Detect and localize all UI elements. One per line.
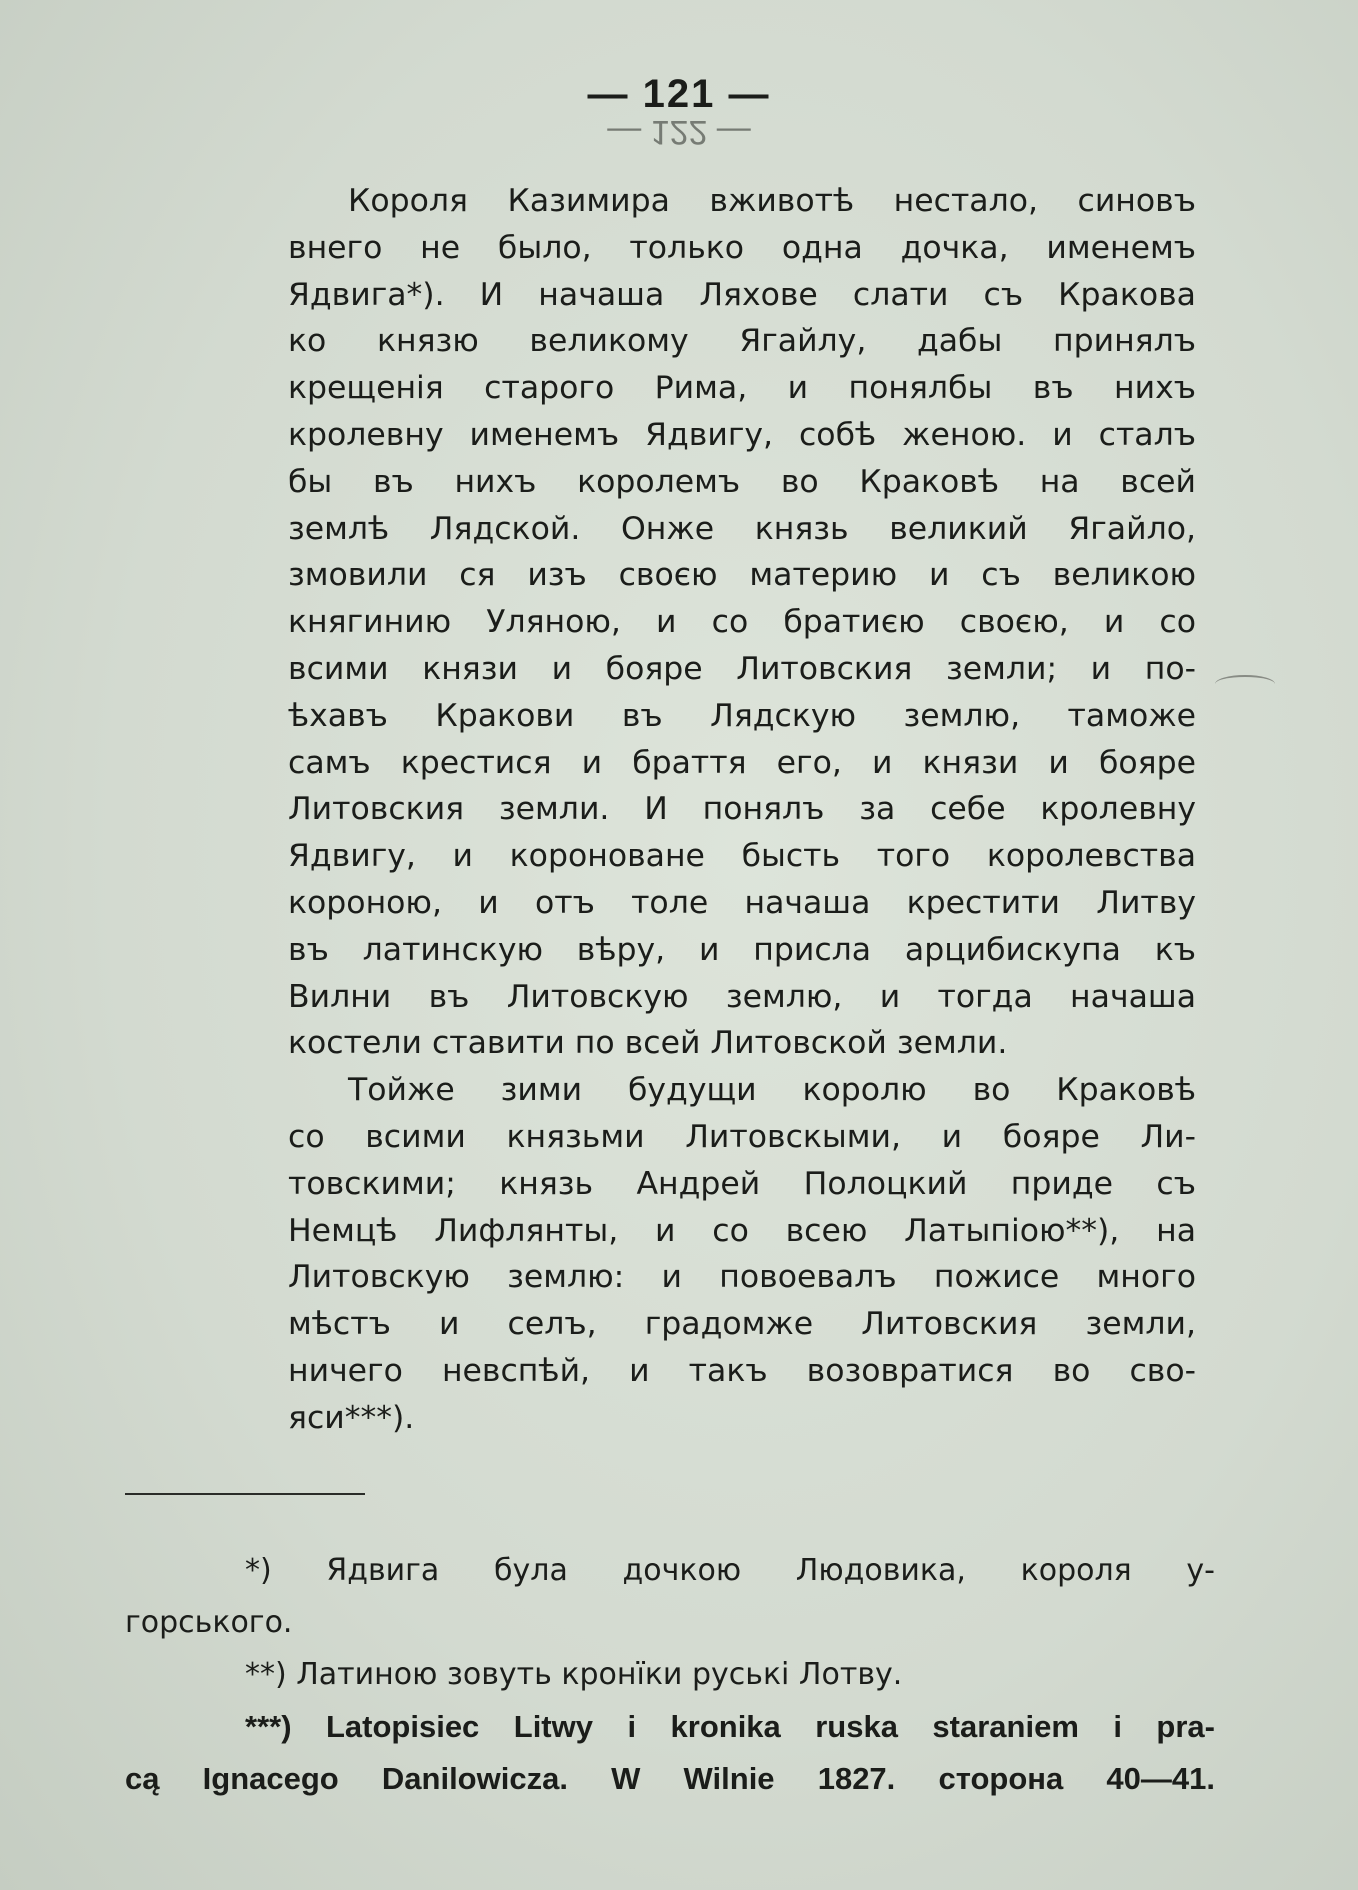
text-line: костели ставити по всей Литовской земли. [288,1025,1008,1062]
text-line: со всими князьми Литовскыми, и бояре Ли- [288,1118,1196,1155]
footnote-line: cą Ignacego Danilowicza. W Wilnie 1827. сторона 40—41. [125,1761,1215,1796]
footnote-line: **) Латиною зовуть кронїки руськi Лотву. [245,1657,903,1692]
text-line: Вилни въ Литовскую землю, и тогда начаша [288,978,1196,1015]
text-line: Ядвигу, и короноване бысть того королевства [288,838,1196,875]
text-line: Литовскую землю: и повоевалъ пожисе много [288,1259,1196,1296]
text-line: яси***). [288,1399,415,1436]
text-line: всими князи и бояре Литовския земли; и по- [288,650,1196,687]
bleed-page-number: — 122 — [607,113,751,151]
text-line: Короля Казимира вживотѣ нестало, синовъ [348,183,1196,219]
footnotes [125,1545,1215,1805]
ink-smudge [1215,675,1275,693]
text-line: ничего невспѣй, и такъ возовратися во сво- [288,1352,1196,1389]
text-line: Немцѣ Лифлянты, и со всею Латыпiою**), на [288,1212,1196,1249]
footnote-divider [125,1493,365,1495]
text-line: землѣ Лядской. Онже князь великий Ягайло, [288,510,1196,547]
text-line: внего не было, только одна дочка, именемъ [288,229,1196,266]
text-line: Ядвига*). И начаша Ляхове слати съ Кракова [288,276,1196,313]
footnote-line: горського. [125,1605,293,1640]
text-line: короною, и отъ толе начаша крестити Литву [288,884,1196,921]
text-line: кролевну именемъ Ядвигу, собѣ женою. и сталъ [288,416,1196,453]
text-line: бы въ нихъ королемъ во Краковѣ на всей [288,463,1196,500]
footnote-line: ***) Latopisiec Litwy i kronika ruska staraniem i pra- [245,1709,1215,1744]
text-line: княгинию Уляною, и со братиєю своєю, и со [288,604,1196,641]
text-line: въ латинскую вѣру, и присла арцибискупа къ [288,931,1196,968]
main-text [288,178,1196,1442]
text-line: самъ крестися и браття его, и князи и бояре [288,744,1196,781]
text-line: крещенiя старого Рима, и понялбы въ нихъ [288,370,1196,407]
footnote-line: *) Ядвига була дочкою Людовика, короля у- [245,1553,1215,1588]
text-line: Литовския земли. И понялъ за себе кролевну [288,791,1196,828]
text-line: мѣстъ и селъ, градомже Литовския земли, [288,1306,1196,1343]
text-line: Тойже зими будущи королю во Краковѣ [348,1072,1196,1109]
text-line: товскими; князь Андрей Полоцкий приде съ [288,1165,1196,1202]
text-line: ко князю великому Ягайлу, дабы принялъ [288,323,1196,360]
page-number: — 121 — [587,72,771,116]
text-line: змовили ся изъ своєю материю и съ великою [288,557,1196,594]
text-line: ѣхавъ Кракови въ Лядскую землю, таможе [288,697,1196,734]
